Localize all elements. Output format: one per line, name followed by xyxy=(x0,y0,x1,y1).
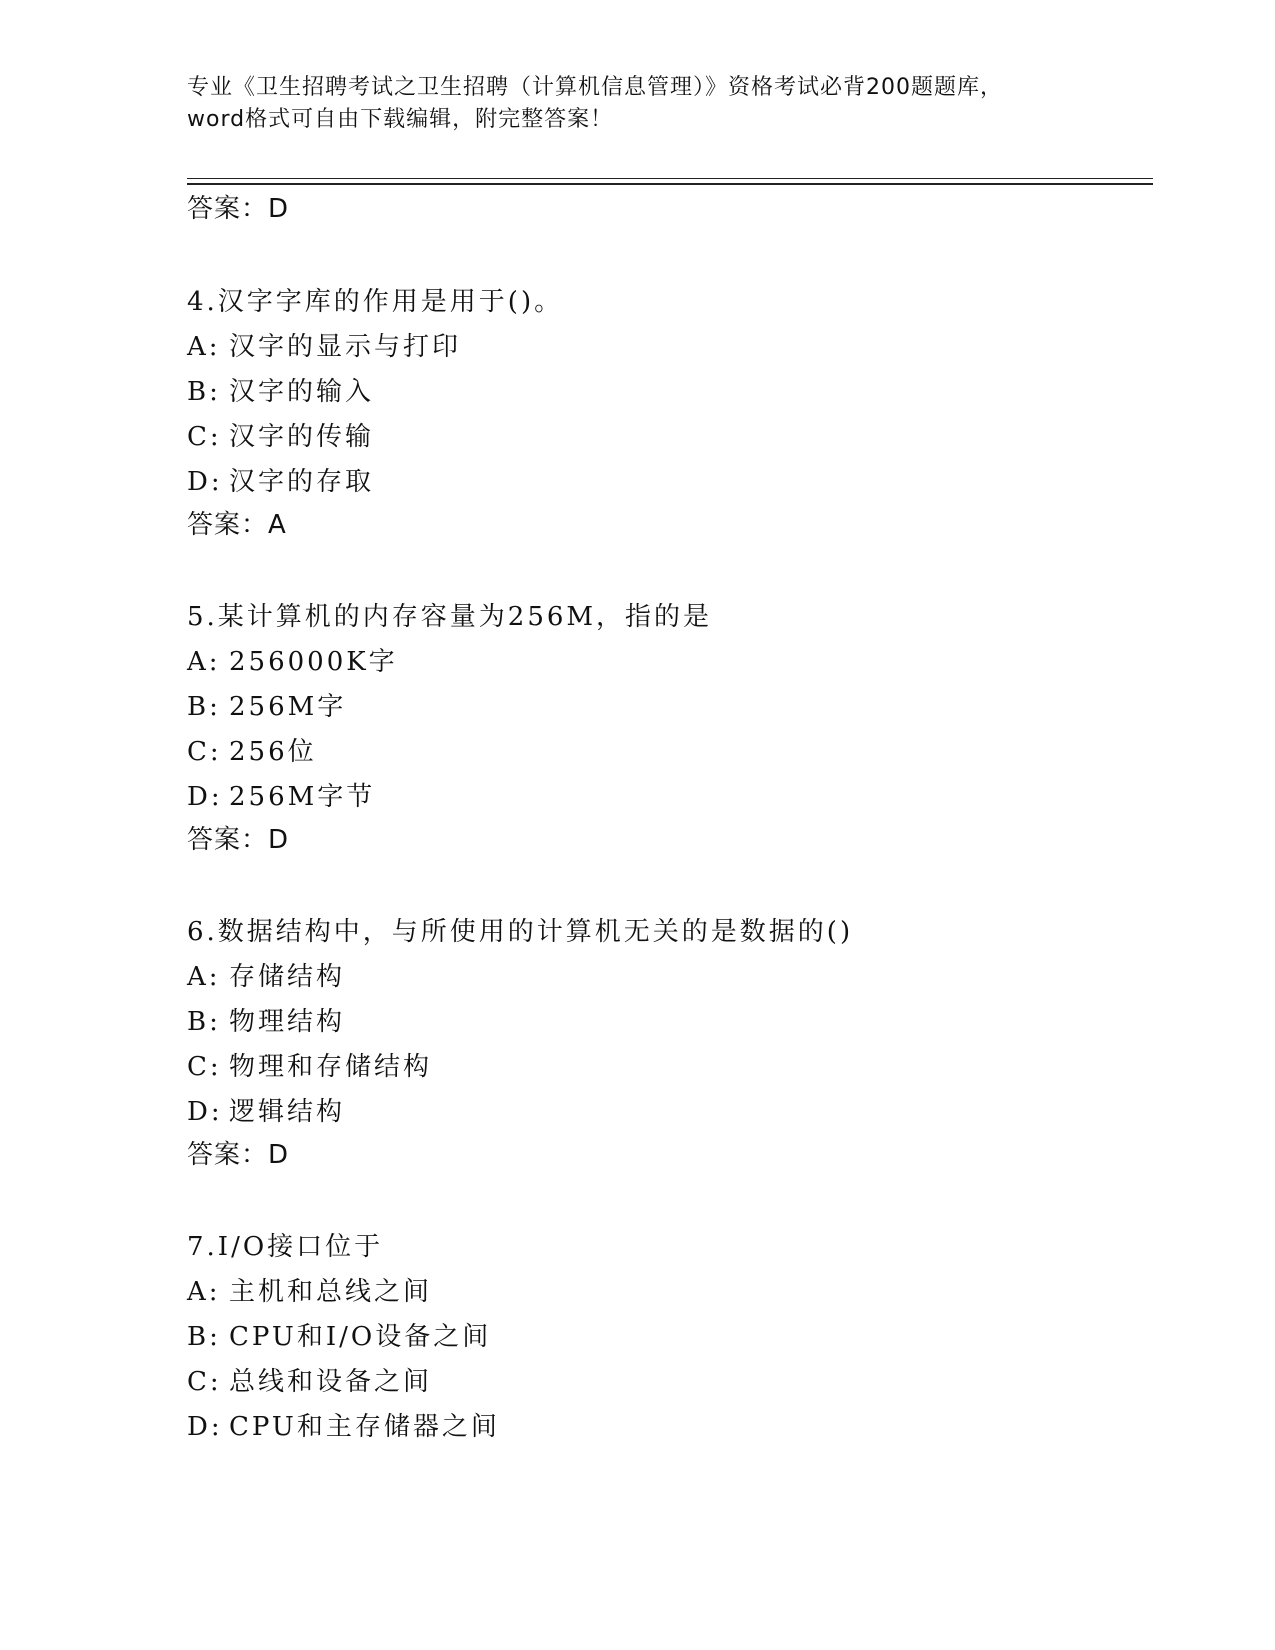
question-5-option-b xyxy=(187,690,346,724)
header-line-2: word格式可自由下载编辑，附完整答案！ xyxy=(187,107,614,132)
option-text: 主机和总线之间 xyxy=(229,1277,433,1307)
question-6-option-c xyxy=(187,1050,432,1084)
option-text: 256M字 xyxy=(229,692,347,722)
answer-q3: 答案：D xyxy=(187,194,290,224)
option-label: B: xyxy=(187,1007,221,1037)
option-label: D: xyxy=(187,1097,223,1127)
option-text: 汉字的传输 xyxy=(229,422,375,452)
question-6-stem: 6.数据结构中，与所使用的计算机无关的是数据的() xyxy=(187,917,854,947)
option-label: A: xyxy=(187,332,221,362)
option-text: 汉字的输入 xyxy=(229,377,375,407)
question-5-option-a xyxy=(187,645,398,679)
answer-q5: 答案：D xyxy=(187,825,290,855)
answer-q6: 答案：D xyxy=(187,1140,290,1170)
option-label: C: xyxy=(187,1367,222,1397)
question-5-option-d xyxy=(187,780,375,814)
option-label: C: xyxy=(187,422,222,452)
option-label: D: xyxy=(187,1412,223,1442)
option-text: 物理结构 xyxy=(229,1007,346,1037)
question-7-option-b xyxy=(187,1320,491,1354)
option-label: A: xyxy=(187,647,221,677)
header-line-1: 专业《卫生招聘考试之卫生招聘（计算机信息管理）》资格考试必背200题题库， xyxy=(187,75,1003,100)
option-text: 256000K字 xyxy=(229,647,398,677)
question-5-stem: 5.某计算机的内存容量为256M，指的是 xyxy=(187,602,713,632)
option-text: 汉字的显示与打印 xyxy=(229,332,462,362)
header-divider-thick xyxy=(187,183,1153,185)
option-text: CPU和主存储器之间 xyxy=(229,1412,500,1442)
question-7-option-a xyxy=(187,1275,432,1309)
question-6-option-a xyxy=(187,960,345,994)
option-label: C: xyxy=(187,737,222,767)
question-4-stem: 4.汉字字库的作用是用于()。 xyxy=(187,287,564,317)
option-label: B: xyxy=(187,1322,221,1352)
option-label: D: xyxy=(187,467,223,497)
option-label: C: xyxy=(187,1052,222,1082)
question-4-option-a xyxy=(187,330,461,364)
option-text: 物理和存储结构 xyxy=(229,1052,433,1082)
option-label: A: xyxy=(187,962,221,992)
option-text: 256位 xyxy=(229,737,317,767)
question-6-option-b xyxy=(187,1005,345,1039)
question-7-option-d xyxy=(187,1410,500,1444)
question-4-option-c xyxy=(187,420,374,454)
option-text: 存储结构 xyxy=(229,962,346,992)
option-label: B: xyxy=(187,692,221,722)
document-header xyxy=(187,72,1087,136)
option-label: A: xyxy=(187,1277,221,1307)
question-4-option-d xyxy=(187,465,374,499)
question-7-stem: 7.I/O接口位于 xyxy=(187,1232,384,1262)
question-6-option-d xyxy=(187,1095,345,1129)
option-text: 总线和设备之间 xyxy=(229,1367,433,1397)
option-text: 汉字的存取 xyxy=(229,467,375,497)
option-text: CPU和I/O设备之间 xyxy=(229,1322,492,1352)
option-text: 逻辑结构 xyxy=(229,1097,346,1127)
option-label: B: xyxy=(187,377,221,407)
option-label: D: xyxy=(187,782,223,812)
header-divider-thin xyxy=(187,178,1153,179)
option-text: 256M字节 xyxy=(229,782,376,812)
answer-q4: 答案：A xyxy=(187,510,287,540)
question-5-option-c xyxy=(187,735,317,769)
question-4-option-b xyxy=(187,375,374,409)
question-7-option-c xyxy=(187,1365,432,1399)
